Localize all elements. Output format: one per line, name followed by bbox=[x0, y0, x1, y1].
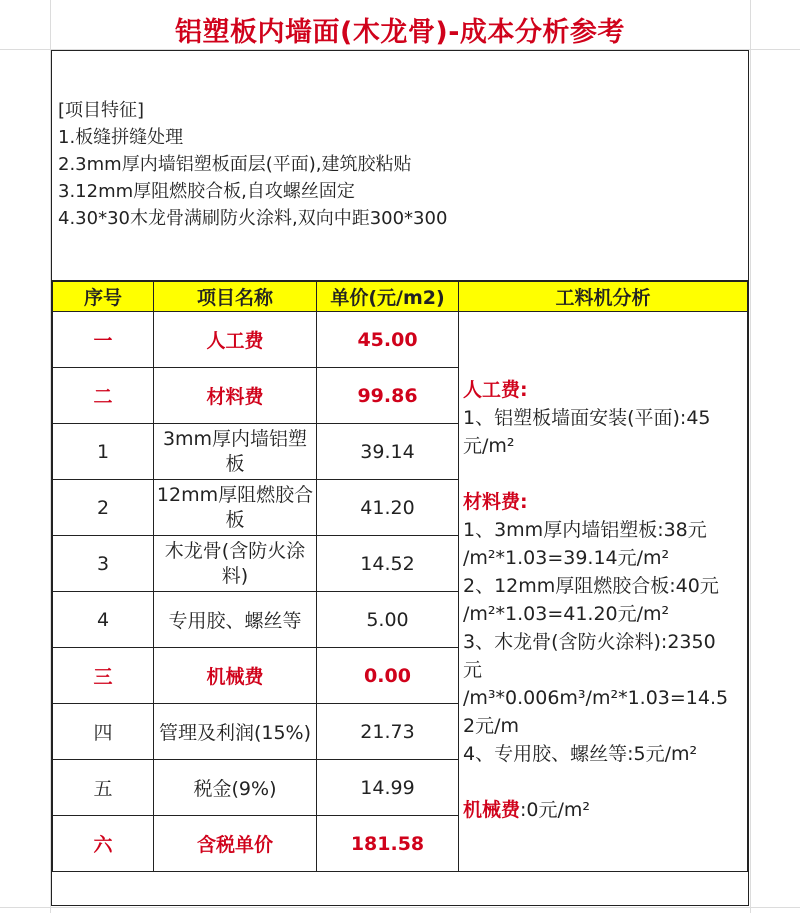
row-no: 六 bbox=[53, 816, 154, 872]
row-name: 专用胶、螺丝等 bbox=[154, 592, 317, 648]
analysis-line: /m²*1.03=41.20元/m² bbox=[463, 603, 670, 625]
row-price: 181.58 bbox=[317, 816, 459, 872]
project-features bbox=[52, 51, 748, 281]
analysis-machine-label: 机械费 bbox=[463, 799, 521, 821]
feature-item: 2.3mm厚内墙铝塑板面层(平面),建筑胶粘贴 bbox=[58, 154, 412, 175]
row-price: 14.52 bbox=[317, 536, 459, 592]
row-price: 39.14 bbox=[317, 424, 459, 480]
analysis-labor-label: 人工费: bbox=[463, 379, 528, 401]
analysis-machine-value: :0元/m² bbox=[520, 799, 591, 821]
analysis-line: 1、铝塑板墙面安装(平面):45 bbox=[463, 407, 711, 429]
row-price: 0.00 bbox=[317, 648, 459, 704]
analysis-line: 3、木龙骨(含防火涂料):2350 bbox=[463, 631, 716, 653]
row-no: 三 bbox=[53, 648, 154, 704]
row-name: 木龙骨(含防火涂料) bbox=[154, 536, 317, 592]
header-analysis: 工料机分析 bbox=[459, 282, 748, 312]
gridline bbox=[0, 907, 800, 908]
row-name: 3mm厚内墙铝塑板 bbox=[154, 424, 317, 480]
row-no: 4 bbox=[53, 592, 154, 648]
row-no: 3 bbox=[53, 536, 154, 592]
row-no: 2 bbox=[53, 480, 154, 536]
row-price: 45.00 bbox=[317, 312, 459, 368]
cost-sheet bbox=[51, 50, 749, 906]
header-no: 序号 bbox=[53, 282, 154, 312]
feature-item: 3.12mm厚阻燃胶合板,自攻螺丝固定 bbox=[58, 181, 355, 202]
analysis-line: /m³*0.006m³/m²*1.03=14.5 bbox=[463, 687, 729, 709]
header-price: 单价(元/m2) bbox=[317, 282, 459, 312]
gridline bbox=[750, 0, 751, 913]
analysis-cell bbox=[459, 312, 748, 872]
analysis-line: 2元/m bbox=[463, 715, 519, 737]
table-row bbox=[53, 312, 748, 368]
row-name: 材料费 bbox=[154, 368, 317, 424]
page-title: 铝塑板内墙面(木龙骨)-成本分析参考 bbox=[175, 17, 625, 48]
row-name: 12mm厚阻燃胶合板 bbox=[154, 480, 317, 536]
analysis-machine bbox=[463, 796, 743, 824]
analysis-line: 1、3mm厚内墙铝塑板:38元 bbox=[463, 519, 707, 541]
row-name: 含税单价 bbox=[154, 816, 317, 872]
row-name: 管理及利润(15%) bbox=[154, 704, 317, 760]
row-price: 21.73 bbox=[317, 704, 459, 760]
row-name: 税金(9%) bbox=[154, 760, 317, 816]
row-price: 41.20 bbox=[317, 480, 459, 536]
row-no: 二 bbox=[53, 368, 154, 424]
row-no: 1 bbox=[53, 424, 154, 480]
features-heading: [项目特征] bbox=[58, 100, 145, 121]
row-no: 五 bbox=[53, 760, 154, 816]
row-name: 人工费 bbox=[154, 312, 317, 368]
analysis-material-label: 材料费: bbox=[463, 491, 528, 513]
analysis-line: 元/m² bbox=[463, 435, 515, 457]
feature-item: 4.30*30木龙骨满刷防火涂料,双向中距300*300 bbox=[58, 208, 448, 229]
analysis-line: 元 bbox=[463, 659, 483, 681]
row-price: 99.86 bbox=[317, 368, 459, 424]
header-name: 项目名称 bbox=[154, 282, 317, 312]
cost-table bbox=[52, 281, 748, 872]
feature-item: 1.板缝拼缝处理 bbox=[58, 127, 184, 148]
row-no: 四 bbox=[53, 704, 154, 760]
row-no: 一 bbox=[53, 312, 154, 368]
table-header-row bbox=[53, 282, 748, 312]
analysis-line: /m²*1.03=39.14元/m² bbox=[463, 547, 670, 569]
analysis-line: 4、专用胶、螺丝等:5元/m² bbox=[463, 743, 698, 765]
row-price: 5.00 bbox=[317, 592, 459, 648]
row-name: 机械费 bbox=[154, 648, 317, 704]
analysis-line: 2、12mm厚阻燃胶合板:40元 bbox=[463, 575, 719, 597]
row-price: 14.99 bbox=[317, 760, 459, 816]
